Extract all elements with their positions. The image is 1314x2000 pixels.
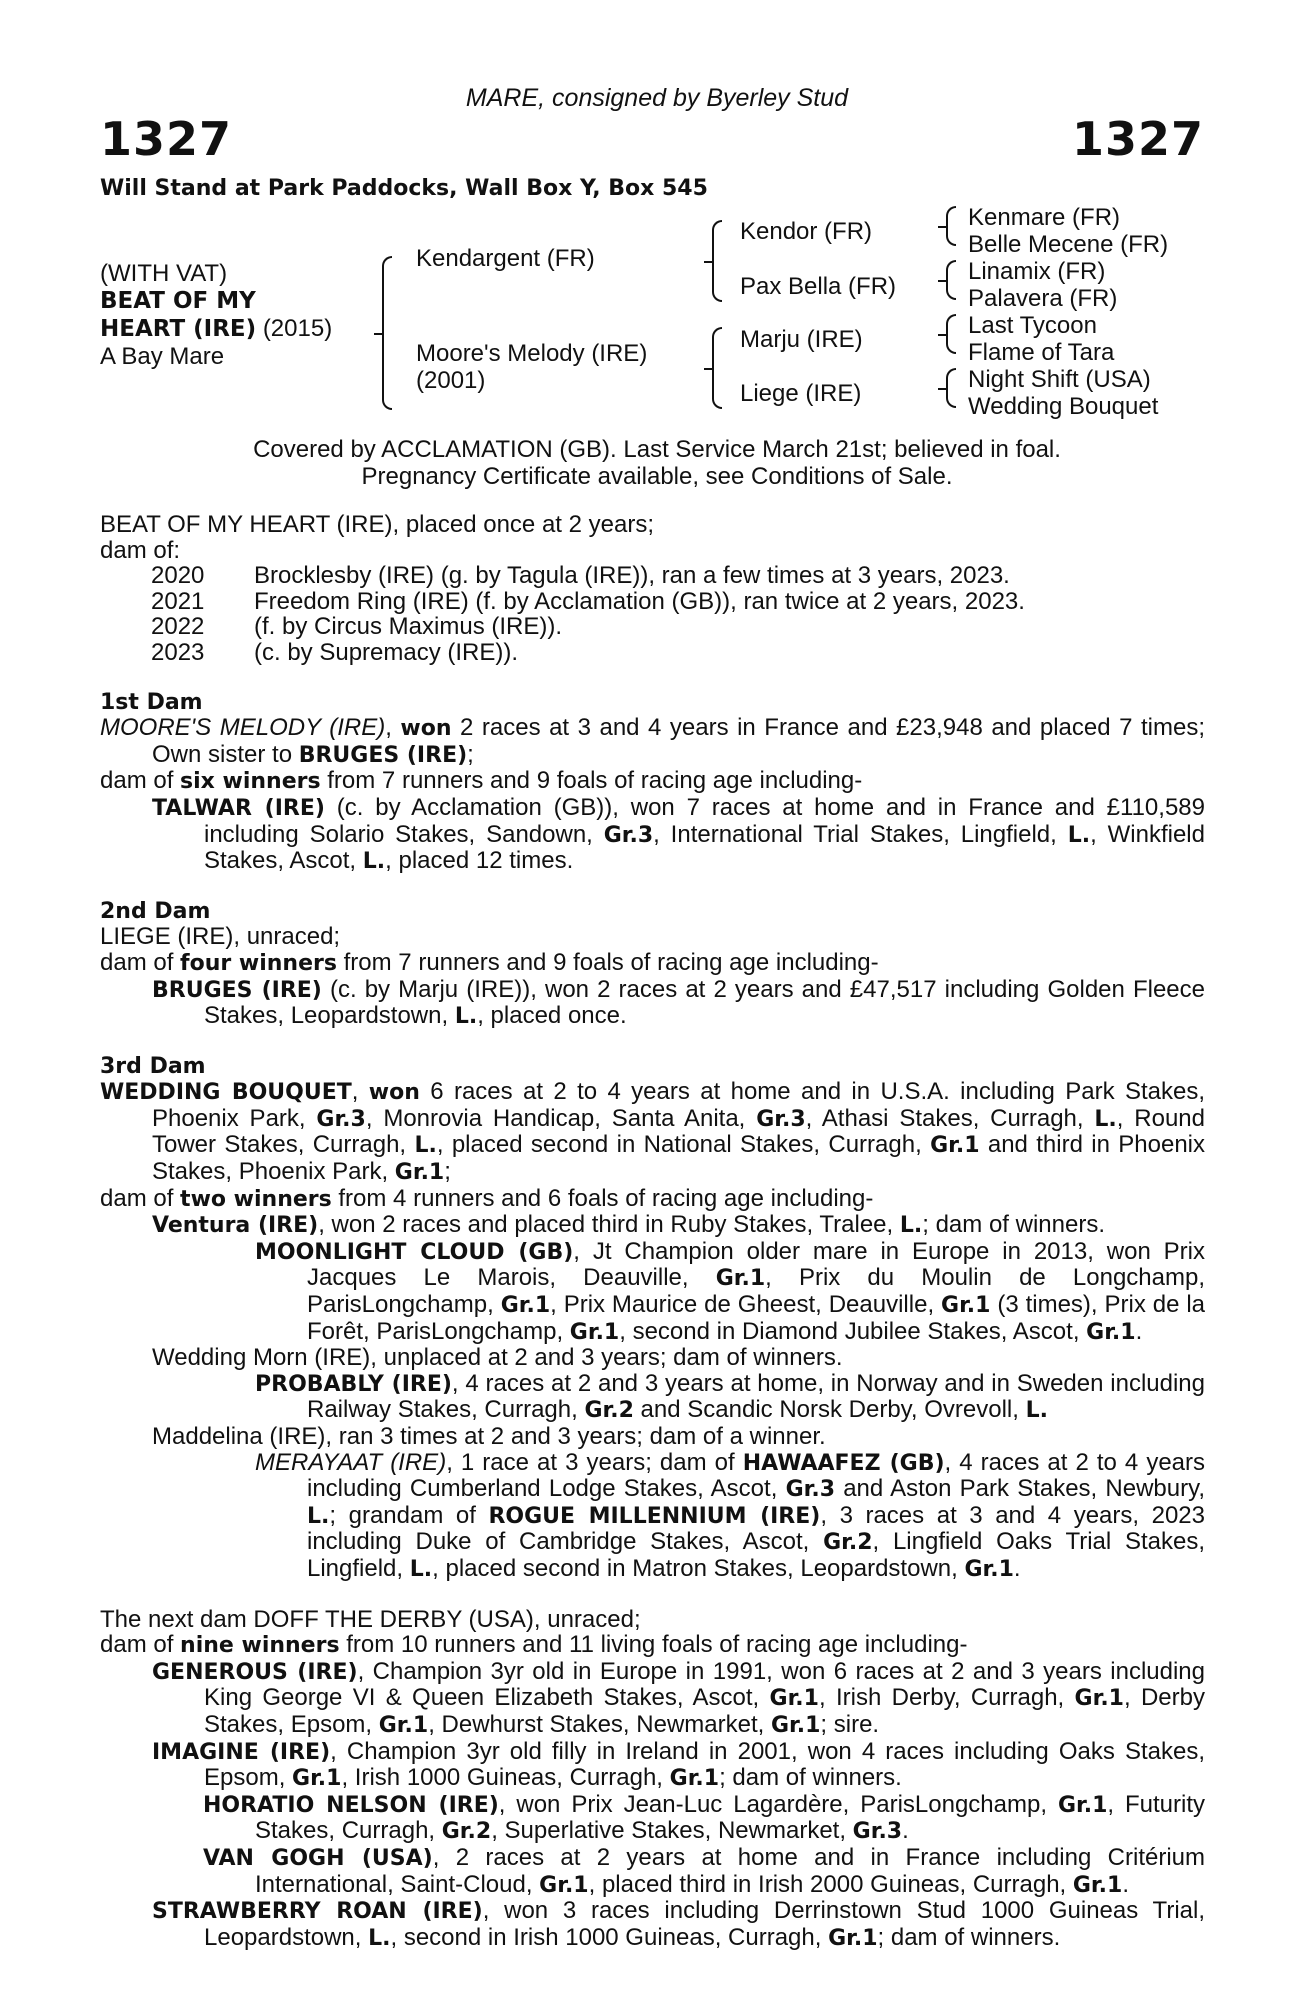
catalogue-body <box>100 512 1205 1951</box>
foal-row: 2021 Freedom Ring (IRE) (f. by Acclamation (GB)), ran twice at 2 years, 2023. <box>151 587 1025 615</box>
pedigree-dsd: Flame of Tara <box>968 339 1115 366</box>
foal-row: 2023 (c. by Supremacy (IRE)). <box>151 638 519 666</box>
stand-location: Will Stand at Park Paddocks, Wall Box Y, Box 545 <box>100 176 708 201</box>
horse-description: A Bay Mare <box>100 343 225 370</box>
foal-row: 2020 Brocklesby (IRE) (g. by Tagula (IRE)), ran a few times at 3 years, 2023. <box>151 562 1010 590</box>
brace-sd <box>946 260 956 300</box>
pedigree-ssd: Belle Mecene (FR) <box>968 231 1169 258</box>
talwar-entry: TALWAR (IRE) (c. by Acclamation (GB)), won 7 races at home and in France and £110,589 including Solario Stakes, Sandown, Gr.3, International Trial Stakes, Lingfield, L., Winkfield Stakes, Ascot, L., placed 12 times. <box>152 793 1205 875</box>
third-dam-dam-of: dam of two winners from 4 runners and 6 foals of racing age including- <box>100 1184 874 1212</box>
pedigree-sds: Linamix (FR) <box>968 258 1106 285</box>
ventura-entry: Ventura (IRE), won 2 races and placed third in Ruby Stakes, Tralee, L.; dam of winners. <box>152 1211 1105 1239</box>
covered-line1: Covered by ACCLAMATION (GB). Last Service March 21st; believed in foal. <box>253 436 1061 463</box>
second-dam-heading: 2nd Dam <box>100 898 211 924</box>
brace-dd <box>946 368 956 408</box>
lot-number-right: 1327 <box>1071 112 1204 166</box>
pedigree-sss: Kenmare (FR) <box>968 204 1121 231</box>
pedigree-ddd: Wedding Bouquet <box>968 393 1159 420</box>
generous-entry: GENEROUS (IRE), Champion 3yr old in Europe in 1991, won 6 races at 2 and 3 years including King George VI & Queen Elizabeth Stakes, Ascot, Gr.1, Irish Derby, Curragh, Gr.1, Derby Stakes, Epsom, Gr.1, Dewhurst Stakes, Newmarket, Gr.1; sire. <box>152 1657 1205 1738</box>
intro-line2: dam of: <box>100 536 181 564</box>
probably-entry: PROBABLY (IRE), 4 races at 2 and 3 years at home, in Norway and in Sweden including Railway Stakes, Curragh, Gr.2 and Scandic Norsk Derby, Ovrevoll, L. <box>255 1369 1206 1424</box>
pedigree-sdd: Palavera (FR) <box>968 285 1118 312</box>
pedigree-dam-year: (2001) <box>416 367 486 394</box>
covered-note <box>0 436 1314 490</box>
pedigree-ss: Kendor (FR) <box>740 218 873 245</box>
van-gogh-entry: VAN GOGH (USA), 2 races at 2 years at home and in France including Critérium International, Saint-Cloud, Gr.1, placed third in Irish 2000 Guineas, Curragh, Gr.1. <box>203 1843 1205 1898</box>
vat-label: (WITH VAT) <box>100 260 228 287</box>
second-dam-line: LIEGE (IRE), unraced; <box>100 923 341 951</box>
horse-year: (2015) <box>262 315 333 342</box>
second-dam-dam-of: dam of four winners from 7 runners and 9 foals of racing age including- <box>100 948 879 976</box>
maddelina-entry: Maddelina (IRE), ran 3 times at 2 and 3 years; dam of a winner. <box>152 1423 826 1450</box>
horatio-nelson-entry: HORATIO NELSON (IRE), won Prix Jean-Luc Lagardère, ParisLongchamp, Gr.1, Futurity Stakes, Curragh, Gr.2, Superlative Stakes, Newmarket, Gr.3. <box>203 1790 1205 1845</box>
brace-dam <box>712 327 722 409</box>
next-dam-dam-of: dam of nine winners from 10 runners and 11 living foals of racing age including- <box>100 1631 968 1659</box>
pedigree-ds: Marju (IRE) <box>740 326 863 353</box>
foal-row: 2022 (f. by Circus Maximus (IRE)). <box>151 613 563 641</box>
moonlight-cloud-entry: MOONLIGHT CLOUD (GB), Jt Champion older mare in Europe in 2013, won Prix Jacques Le Marois, Deauville, Gr.1, Prix du Moulin de Longchamp, ParisLongchamp, Gr.1, Prix Maurice de Gheest, Deauville, Gr.1 (3 times), Prix de la Forêt, ParisLongchamp, Gr.1, second in Diamond Jubilee Stakes, Ascot, Gr.1. <box>255 1237 1206 1345</box>
next-dam-line: The next dam DOFF THE DERBY (USA), unraced; <box>100 1605 641 1633</box>
brace-ss <box>946 206 956 246</box>
third-dam-heading: 3rd Dam <box>100 1053 206 1079</box>
merayaat-entry: MERAYAAT (IRE), 1 race at 3 years; dam of HAWAAFEZ (GB), 4 races at 2 to 4 years including Cumberland Lodge Stakes, Ascot, Gr.3 and Aston Park Stakes, Newbury, L.; grandam of ROGUE MILLENNIUM (IRE), 3 races at 3 and 4 years, 2023 including Duke of Cambridge Stakes, Ascot, Gr.2, Lingfield Oaks Trial Stakes, Lingfield, L., placed second in Matron Stakes, Leopardstown, Gr.1. <box>255 1448 1206 1582</box>
pedigree-dd: Liege (IRE) <box>740 380 862 407</box>
intro-line1: BEAT OF MY HEART (IRE), placed once at 2 years; <box>100 511 654 538</box>
covered-line2: Pregnancy Certificate available, see Conditions of Sale. <box>361 463 953 490</box>
first-dam-entry: MOORE'S MELODY (IRE), won 2 races at 3 and 4 years in France and £23,948 and placed 7 times; Own sister to BRUGES (IRE); <box>100 714 1205 768</box>
first-dam-dam-of: dam of six winners from 7 runners and 9 foals of racing age including- <box>100 767 863 795</box>
brace-sire <box>712 220 722 302</box>
pedigree-dam: Moore's Melody (IRE) <box>416 340 648 367</box>
wedding-morn-entry: Wedding Morn (IRE), unplaced at 2 and 3 years; dam of winners. <box>152 1344 843 1372</box>
pedigree-sd: Pax Bella (FR) <box>740 273 897 300</box>
brace-main <box>382 256 392 410</box>
consignor-line: MARE, consigned by Byerley Stud <box>465 84 849 112</box>
horse-block <box>100 260 332 370</box>
imagine-entry: IMAGINE (IRE), Champion 3yr old filly in Ireland in 2001, won 4 races including Oaks Stakes, Epsom, Gr.1, Irish 1000 Guineas, Curragh, Gr.1; dam of winners. <box>152 1737 1205 1792</box>
bruges-entry: BRUGES (IRE) (c. by Marju (IRE)), won 2 races at 2 years and £47,517 including Golden Fleece Stakes, Leopardstown, L., placed once. <box>152 975 1205 1030</box>
pedigree-sire: Kendargent (FR) <box>416 245 595 272</box>
pedigree-dds: Night Shift (USA) <box>968 366 1151 393</box>
pedigree-dss: Last Tycoon <box>968 312 1097 339</box>
brace-ds <box>946 314 956 354</box>
wedding-bouquet-entry: WEDDING BOUQUET, won 6 races at 2 to 4 years at home and in U.S.A. including Park Stakes, Phoenix Park, Gr.3, Monrovia Handicap, Santa Anita, Gr.3, Athasi Stakes, Curragh, L., Round Tower Stakes, Curragh, L., placed second in National Stakes, Curragh, Gr.1 and third in Phoenix Stakes, Phoenix Park, Gr.1; <box>100 1078 1206 1186</box>
lot-number-left: 1327 <box>100 112 233 166</box>
horse-name-line1: BEAT OF MY <box>100 288 256 314</box>
first-dam-heading: 1st Dam <box>100 689 203 715</box>
strawberry-roan-entry: STRAWBERRY ROAN (IRE), won 3 races including Derrinstown Stud 1000 Guineas Trial, Leopardstown, L., second in Irish 1000 Guineas, Curragh, Gr.1; dam of winners. <box>152 1897 1205 1951</box>
horse-name-line2: HEART (IRE) <box>100 316 257 342</box>
